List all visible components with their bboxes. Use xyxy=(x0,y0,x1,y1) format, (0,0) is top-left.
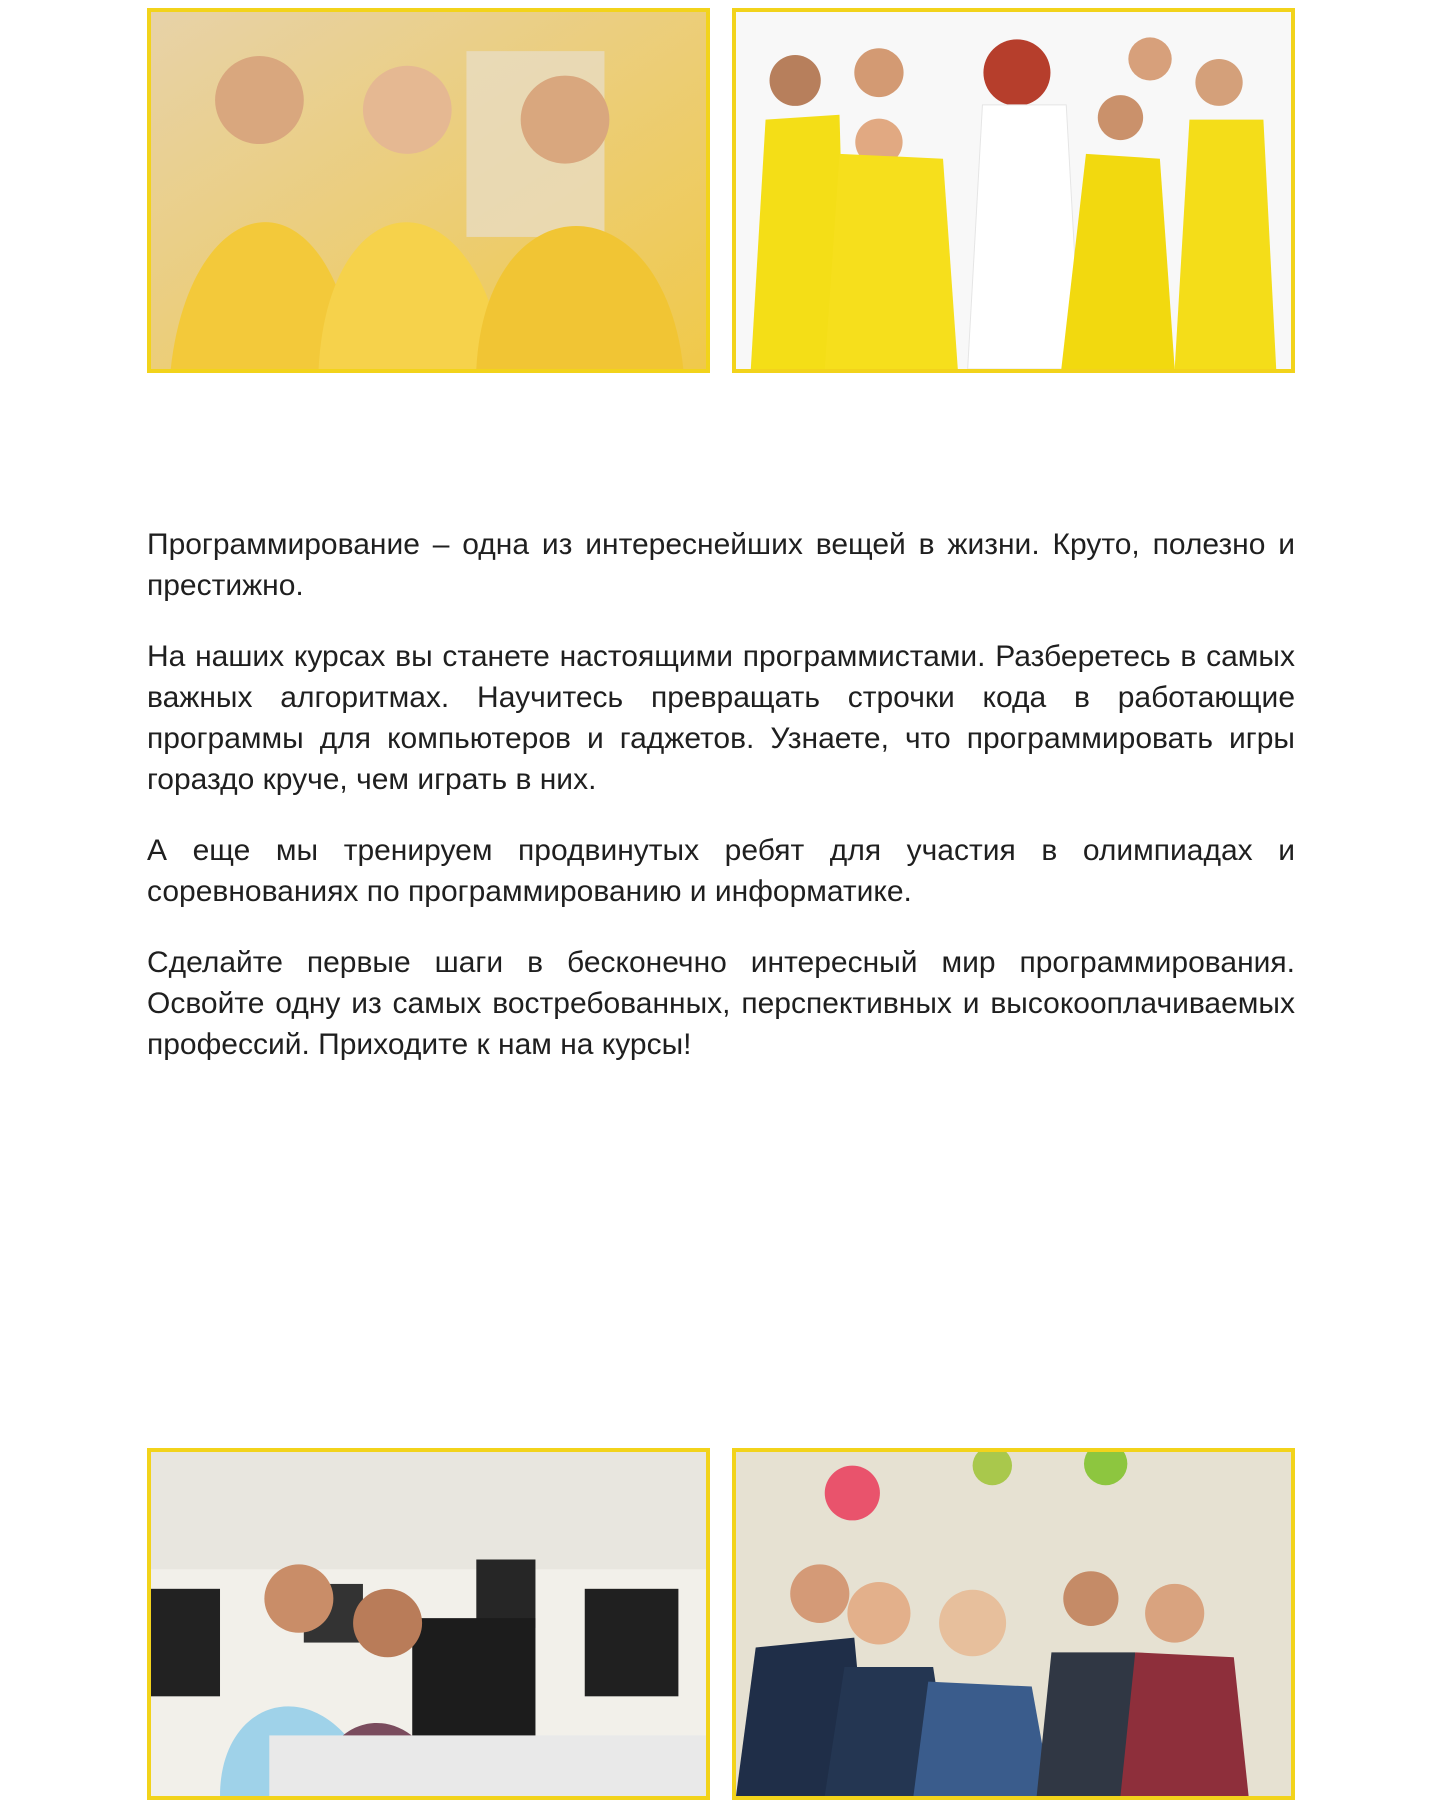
paragraph-olympiad-training: А еще мы тренируем продвинутых ребят для участия в олимпиадах и соревнованиях по программированию и информатике. xyxy=(147,834,1295,908)
photo-placeholder-icon xyxy=(151,1452,706,1796)
main-text xyxy=(147,524,1295,1065)
photo-team-yellow-caps xyxy=(732,8,1295,373)
photo-students-yellow-shirts xyxy=(147,8,710,373)
paragraph-course-description: На наших курсах вы станете настоящими программистами. Разберетесь в самых важных алгоритмах. Научитесь превращать строчки кода в работающие программы для компьютеров и гаджетов. Узнаете, что программировать игры гораздо круче, чем играть в них. xyxy=(147,640,1295,796)
photo-audience xyxy=(732,1448,1295,1800)
photo-computer-class xyxy=(147,1448,710,1800)
photo-placeholder-icon xyxy=(736,12,1291,369)
paragraph-intro: Программирование – одна из интереснейших вещей в жизни. Круто, полезно и престижно. xyxy=(147,528,1295,602)
paragraph-call-to-action: Сделайте первые шаги в бесконечно интересный мир программирования. Освойте одну из самых востребованных, перспективных и высокооплачиваемых профессий. Приходите к нам на курсы! xyxy=(147,946,1295,1061)
photo-placeholder-icon xyxy=(151,12,706,369)
photo-placeholder-icon xyxy=(736,1452,1291,1796)
